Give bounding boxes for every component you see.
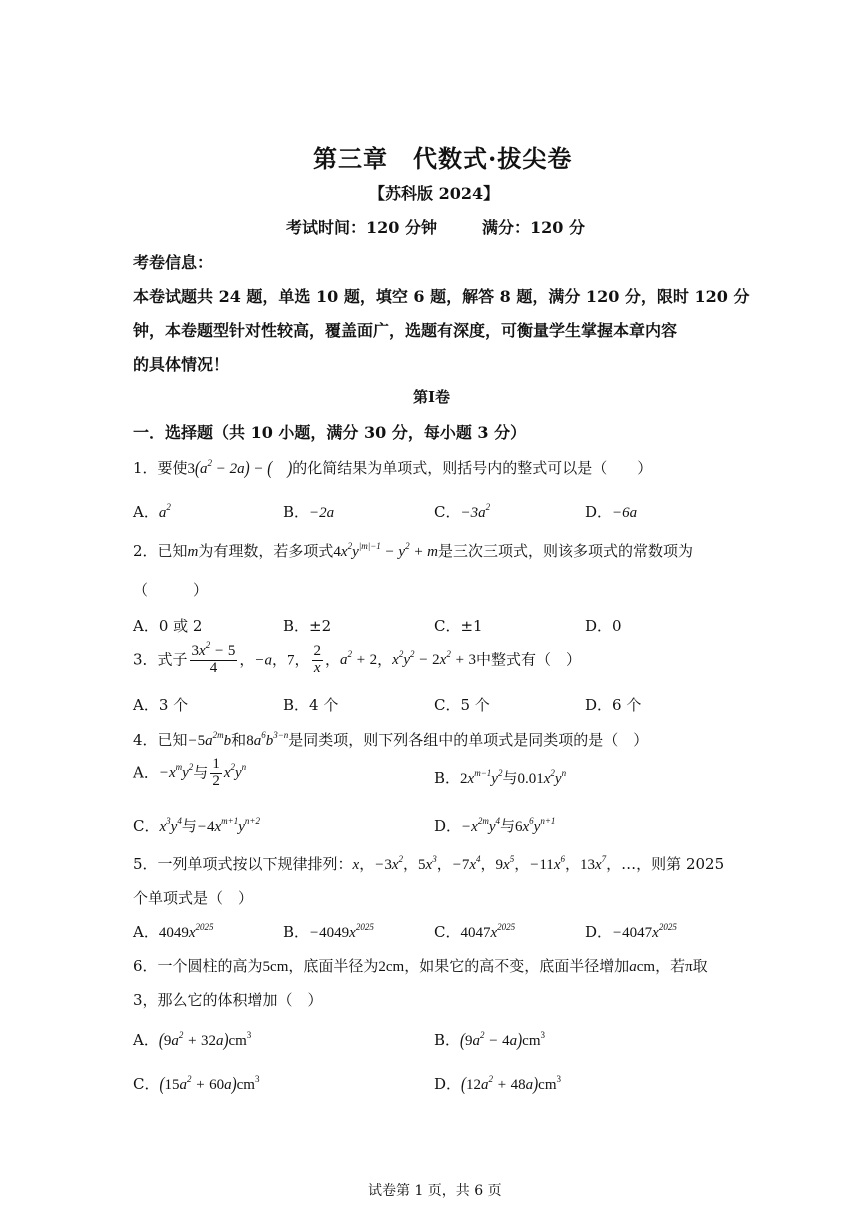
q3-option-d: D．6 个 xyxy=(585,696,642,714)
q1-option-b: B．−2a xyxy=(283,503,335,521)
q2-option-b: B．±2 xyxy=(283,617,332,635)
q4-option-a: A．$-x^my^2$与 $\frac{1}{2}$ $x^2y^n$ xyxy=(133,756,247,789)
question-5: 5．一列单项式按以下规律排列：x，$-3x^2$，$5x^3$，$-7x^4$，$9x^5$，$-11x^6$，$13x^7$，…，则第 2025 xyxy=(133,854,725,873)
q2-option-d: D．0 xyxy=(585,617,622,635)
page-title: 第三章 代数式·拔尖卷 xyxy=(313,144,573,173)
q1-option-c: C．$-3a^2$ xyxy=(434,502,491,521)
info-line-2: 钟，本卷题型针对性较高，覆盖面广，选题有深度，可衡量学生掌握本章内容 xyxy=(133,321,678,340)
question-2: 2．已知m为有理数，若多项式$4x^2y^{|m|-1} - y^2 + m$是三次三项式，则该多项式的常数项为 xyxy=(133,541,694,560)
q3-option-b: B．4 个 xyxy=(283,696,339,714)
q1-option-a: A．$a^2$ xyxy=(133,502,171,521)
q5-option-b: B．$-4049x^{2025}$ xyxy=(283,922,374,941)
volume-heading: 第Ⅰ卷 xyxy=(413,388,451,406)
q3-option-c: C．5 个 xyxy=(434,696,490,714)
q1-option-d: D．−6a xyxy=(585,503,638,521)
question-1: 1．要使$3(a^2 - 2a)$ − ( )的化简结果为单项式，则括号内的整式可以是（ ） xyxy=(133,458,653,479)
q5-option-a: A．$4049x^{2025}$ xyxy=(133,922,214,941)
edition-label: 【苏科版 2024】 xyxy=(369,184,500,203)
q2-option-a: A．0 或 2 xyxy=(133,617,203,635)
exam-time: 考试时间：120 分钟 xyxy=(286,218,437,237)
question-4: 4．已知$-5a^{2m}b$和$8a^6b^{3-n}$是同类项，则下列各组中的单项式是同类项的是（ ） xyxy=(133,730,649,749)
question-3: 3．式子 $\frac{3x^2 - 5}{4}$ ，−a，7， $\frac{2}{x}$ ，$a^2 + 2$，$x^2y^2 - 2x^2 + 3$中整式有（ ） xyxy=(133,640,581,676)
q5-line-2: 个单项式是（ ） xyxy=(133,889,254,907)
info-heading: 考卷信息： xyxy=(133,253,214,272)
question-6: 6．一个圆柱的高为5cm，底面半径为2cm，如果它的高不变，底面半径增加acm，若π取 xyxy=(133,957,708,975)
page-footer: 试卷第 1 页，共 6 页 xyxy=(368,1183,502,1199)
full-score: 满分：120 分 xyxy=(482,218,585,237)
info-line-3: 的具体情况！ xyxy=(133,355,230,374)
q6-option-d: D．$(12a^2 + 48a)cm^3$ xyxy=(434,1074,561,1095)
q2-option-c: C．±1 xyxy=(434,617,483,635)
section-heading: 一．选择题（共 10 小题，满分 30 分，每小题 3 分） xyxy=(133,423,527,442)
q5-option-d: D．$-4047x^{2025}$ xyxy=(585,922,677,941)
info-line-1: 本卷试题共 24 题，单选 10 题，填空 6 题，解答 8 题，满分 120 分，限时 120 分 xyxy=(133,287,750,306)
q6-option-a: A．$(9a^2 + 32a)cm^3$ xyxy=(133,1030,252,1051)
q5-option-c: C．$4047x^{2025}$ xyxy=(434,922,516,941)
q6-line-2: 3，那么它的体积增加（ ） xyxy=(133,991,323,1009)
q3-option-a: A．3 个 xyxy=(133,696,189,714)
q6-option-b: B．$(9a^2 - 4a)cm^3$ xyxy=(434,1030,545,1051)
q4-option-b: B．$2x^{m-1}y^2$与$0.01x^2y^n$ xyxy=(434,768,567,787)
q6-option-c: C．$(15a^2 + 60a)cm^3$ xyxy=(133,1074,260,1095)
q4-option-d: D．$-x^{2m}y^4$与$6x^6y^{n+1}$ xyxy=(434,816,556,835)
q4-option-c: C．$x^3y^4$与$-4x^{m+1}y^{n+2}$ xyxy=(133,816,260,835)
q2-paren: （ ） xyxy=(133,581,209,599)
